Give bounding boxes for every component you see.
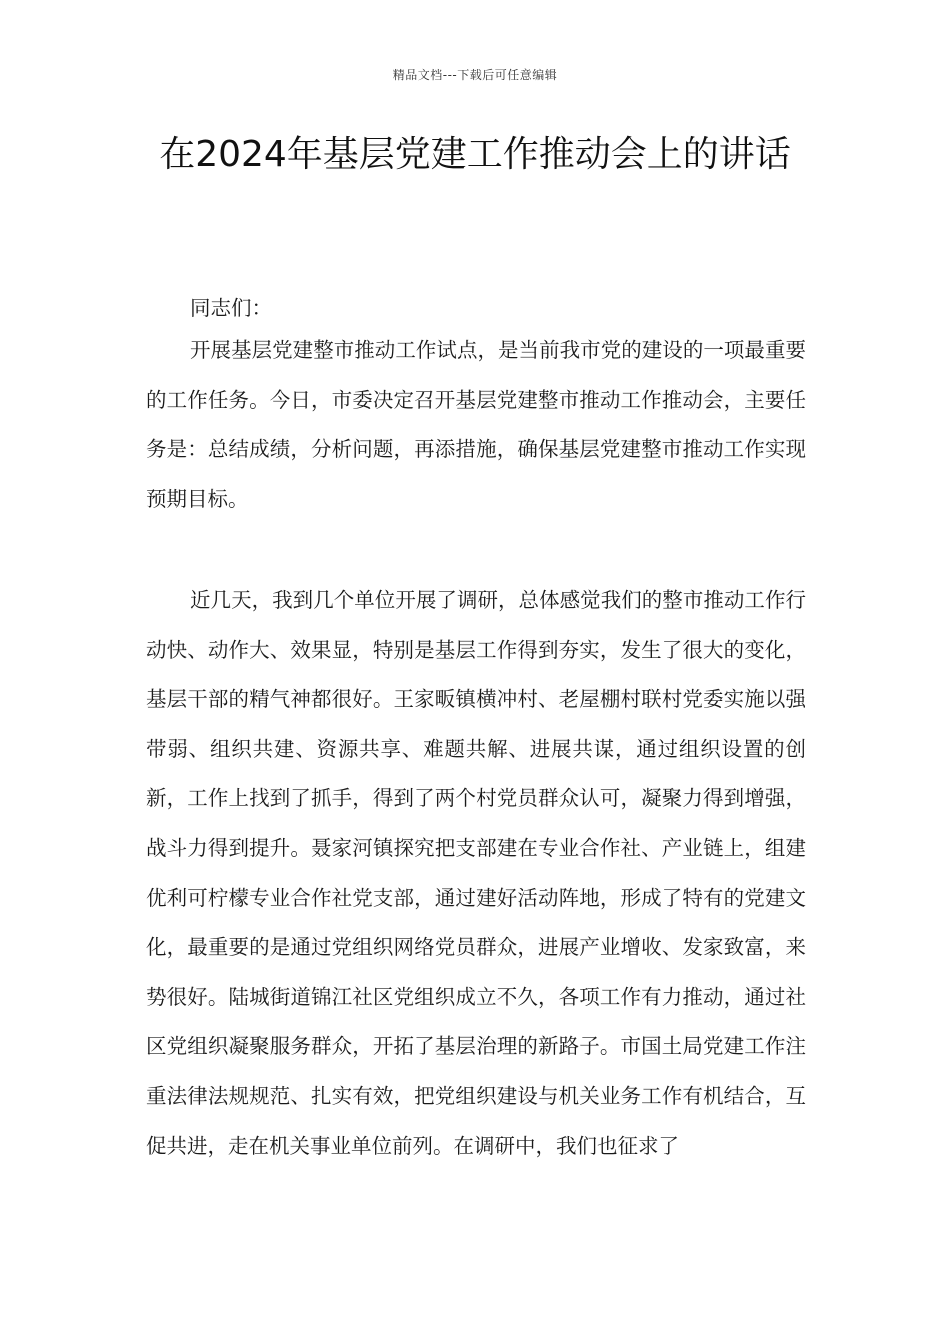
header-note: 精品文档---下载后可任意编辑 — [392, 68, 558, 82]
document-title: 在2024年基层党建工作推动会上的讲话 — [159, 134, 791, 175]
salutation: 同志们： — [190, 296, 272, 320]
paragraph-1: 开展基层党建整市推动工作试点，是当前我市党的建设的一项最重要的工作任务。今日，市委决定召开基层党建整市推动工作推动会，主要任务是：总结成绩，分析问题，再添措施，确保基层党建整市推动工作实现预期目标。 — [146, 338, 806, 511]
paragraph-2: 近几天，我到几个单位开展了调研，总体感觉我们的整市推动工作行动快、动作大、效果显，特别是基层工作得到夯实，发生了很大的变化，基层干部的精气神都很好。王家畈镇横冲村、老屋棚村联村党委实施以强带弱、组织共建、资源共享、难题共解、进展共谋，通过组织设置的创新，工作上找到了抓手，得到了两个村党员群众认可，凝聚力得到增强，战斗力得到提升。聂家河镇探究把支部建在专业合作社、产业链上，组建优利可柠檬专业合作社党支部，通过建好活动阵地，形成了特有的党建文化，最重要的是通过党组织网络党员群众，进展产业增收、发家致富，来势很好。陆城街道锦江社区党组织成立不久，各项工作有力推动，通过社区党组织凝聚服务群众，开拓了基层治理的新路子。市国土局党建工作注重法律法规规范、扎实有效，把党组织建设与机关业务工作有机结合，互促共进，走在机关事业单位前列。在调研中，我们也征求了 — [146, 588, 806, 1158]
